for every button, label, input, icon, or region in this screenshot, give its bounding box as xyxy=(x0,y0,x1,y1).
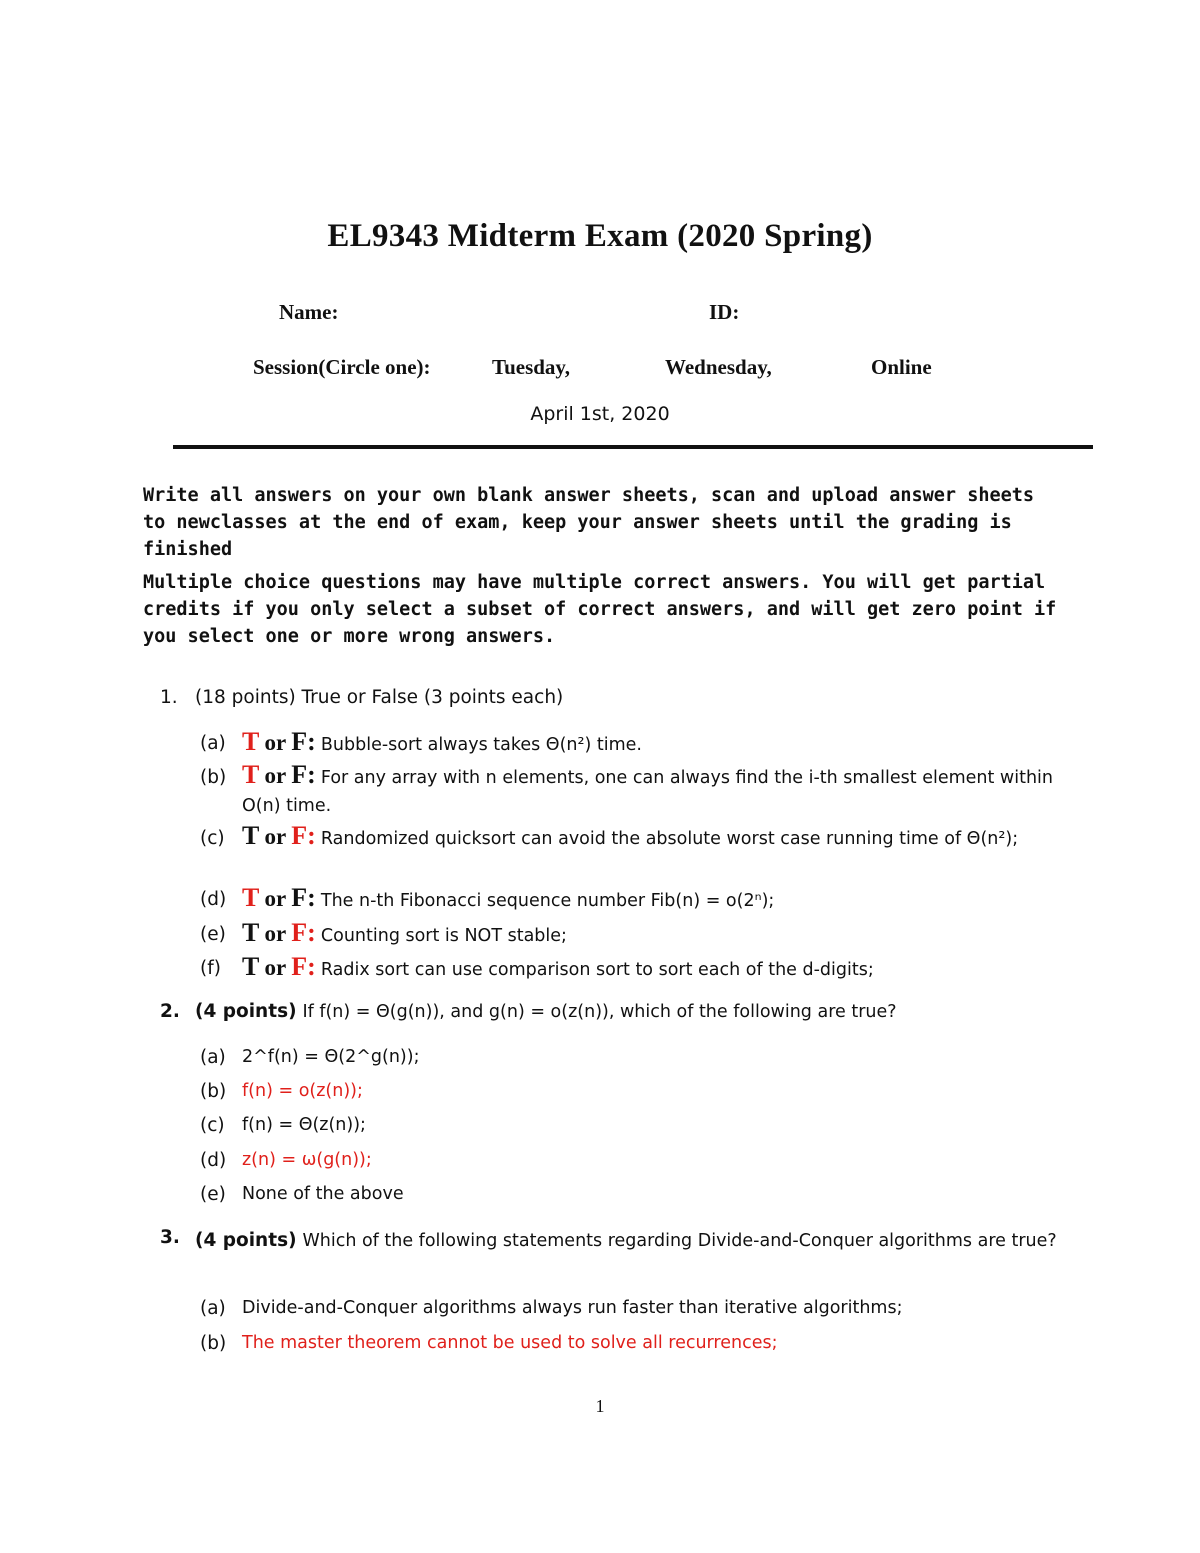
question-2-points: (4 points) xyxy=(195,1001,297,1022)
q1-item-c xyxy=(242,822,1060,853)
q1-c-or: or xyxy=(264,824,287,849)
q1-d-statement: The n-th Fibonacci sequence number Fib(n) = o(2ⁿ); xyxy=(320,891,775,911)
q2-option-a-label: (a) xyxy=(200,1047,226,1068)
instructions-upload: Write all answers on your own blank answer sheets, scan and upload answer sheets to newclasses at the end of exam, keep your answer sheets until the grading is finished xyxy=(143,485,1035,560)
question-2-number: 2. xyxy=(160,1001,180,1022)
q1-d-false: F: xyxy=(291,883,316,912)
q3-option-b: The master theorem cannot be used to solve all recurrences; xyxy=(242,1333,778,1353)
exam-date: April 1st, 2020 xyxy=(530,403,670,425)
q1-e-true: T xyxy=(242,918,260,947)
q1-item-e xyxy=(242,918,567,948)
q1-d-or: or xyxy=(264,886,287,911)
session-option-online: Online xyxy=(871,355,932,379)
q1-item-d-label: (d) xyxy=(200,889,227,910)
exam-title: EL9343 Midterm Exam (2020 Spring) xyxy=(327,218,873,254)
q1-a-statement: Bubble-sort always takes Θ(n²) time. xyxy=(320,735,642,755)
q1-item-e-label: (e) xyxy=(200,924,226,945)
question-3-prompt: Which of the following statements regarding Divide-and-Conquer algorithms are true? xyxy=(302,1231,1057,1251)
q1-f-statement: Radix sort can use comparison sort to sort each of the d-digits; xyxy=(320,960,874,980)
header-divider xyxy=(173,445,1093,449)
q2-option-d: z(n) = ω(g(n)); xyxy=(242,1150,372,1170)
question-2-prompt: If f(n) = Θ(g(n)), and g(n) = o(z(n)), which of the following are true? xyxy=(302,1002,897,1022)
session-option-tuesday: Tuesday, xyxy=(492,355,571,379)
q2-option-b-label: (b) xyxy=(200,1081,227,1102)
q1-f-or: or xyxy=(264,955,287,980)
q1-a-false: F: xyxy=(291,727,316,756)
q1-item-d xyxy=(242,883,774,913)
question-1-header: (18 points) True or False (3 points each) xyxy=(195,687,564,708)
page-number: 1 xyxy=(595,1396,605,1416)
question-1-number: 1. xyxy=(160,687,178,708)
q3-option-a: Divide-and-Conquer algorithms always run faster than iterative algorithms; xyxy=(242,1298,903,1318)
q1-b-false: F: xyxy=(291,760,316,789)
q1-a-true: T xyxy=(242,727,260,756)
q1-b-true: T xyxy=(242,760,260,789)
q1-c-true: T xyxy=(242,821,260,850)
q3-option-a-label: (a) xyxy=(200,1298,226,1319)
q1-f-false: F: xyxy=(291,952,316,981)
q1-e-statement: Counting sort is NOT stable; xyxy=(320,926,567,946)
q2-option-e: None of the above xyxy=(242,1184,404,1204)
q2-option-c-label: (c) xyxy=(200,1115,225,1136)
id-label: ID: xyxy=(709,300,740,324)
q2-option-b: f(n) = o(z(n)); xyxy=(242,1081,363,1101)
q2-option-e-label: (e) xyxy=(200,1184,226,1205)
q2-option-d-label: (d) xyxy=(200,1150,227,1171)
q1-item-a-label: (a) xyxy=(200,733,226,754)
q1-f-true: T xyxy=(242,952,260,981)
q1-b-or: or xyxy=(264,763,287,788)
q1-e-false: F: xyxy=(291,918,316,947)
q1-item-b-label: (b) xyxy=(200,767,227,788)
q1-d-true: T xyxy=(242,883,260,912)
q1-a-or: or xyxy=(264,730,287,755)
q1-c-statement: Randomized quicksort can avoid the absolute worst case running time of Θ(n²); xyxy=(320,829,1019,849)
session-option-wednesday: Wednesday, xyxy=(665,355,772,379)
q1-e-or: or xyxy=(264,921,287,946)
q1-item-f xyxy=(242,952,874,982)
question-3-points: (4 points) xyxy=(195,1230,297,1251)
q2-option-c: f(n) = Θ(z(n)); xyxy=(242,1115,366,1135)
q1-item-f-label: (f) xyxy=(200,958,221,979)
question-3-number: 3. xyxy=(160,1227,180,1248)
q1-item-a xyxy=(242,727,642,757)
q1-c-false: F: xyxy=(291,821,316,850)
q1-item-b xyxy=(242,761,1060,820)
q1-item-c-label: (c) xyxy=(200,828,225,849)
name-label: Name: xyxy=(279,300,339,324)
q2-option-a: 2^f(n) = Θ(2^g(n)); xyxy=(242,1047,420,1067)
q3-option-b-label: (b) xyxy=(200,1333,227,1354)
instructions-multiple-choice: Multiple choice questions may have multiple correct answers. You will get partial credits if you only select a subset of correct answers, and will get zero point if you select one or more wrong answers. xyxy=(143,572,1057,647)
session-label: Session(Circle one): xyxy=(253,355,431,379)
q1-b-statement: For any array with n elements, one can always find the i-th smallest element within O(n) time. xyxy=(242,768,1054,816)
